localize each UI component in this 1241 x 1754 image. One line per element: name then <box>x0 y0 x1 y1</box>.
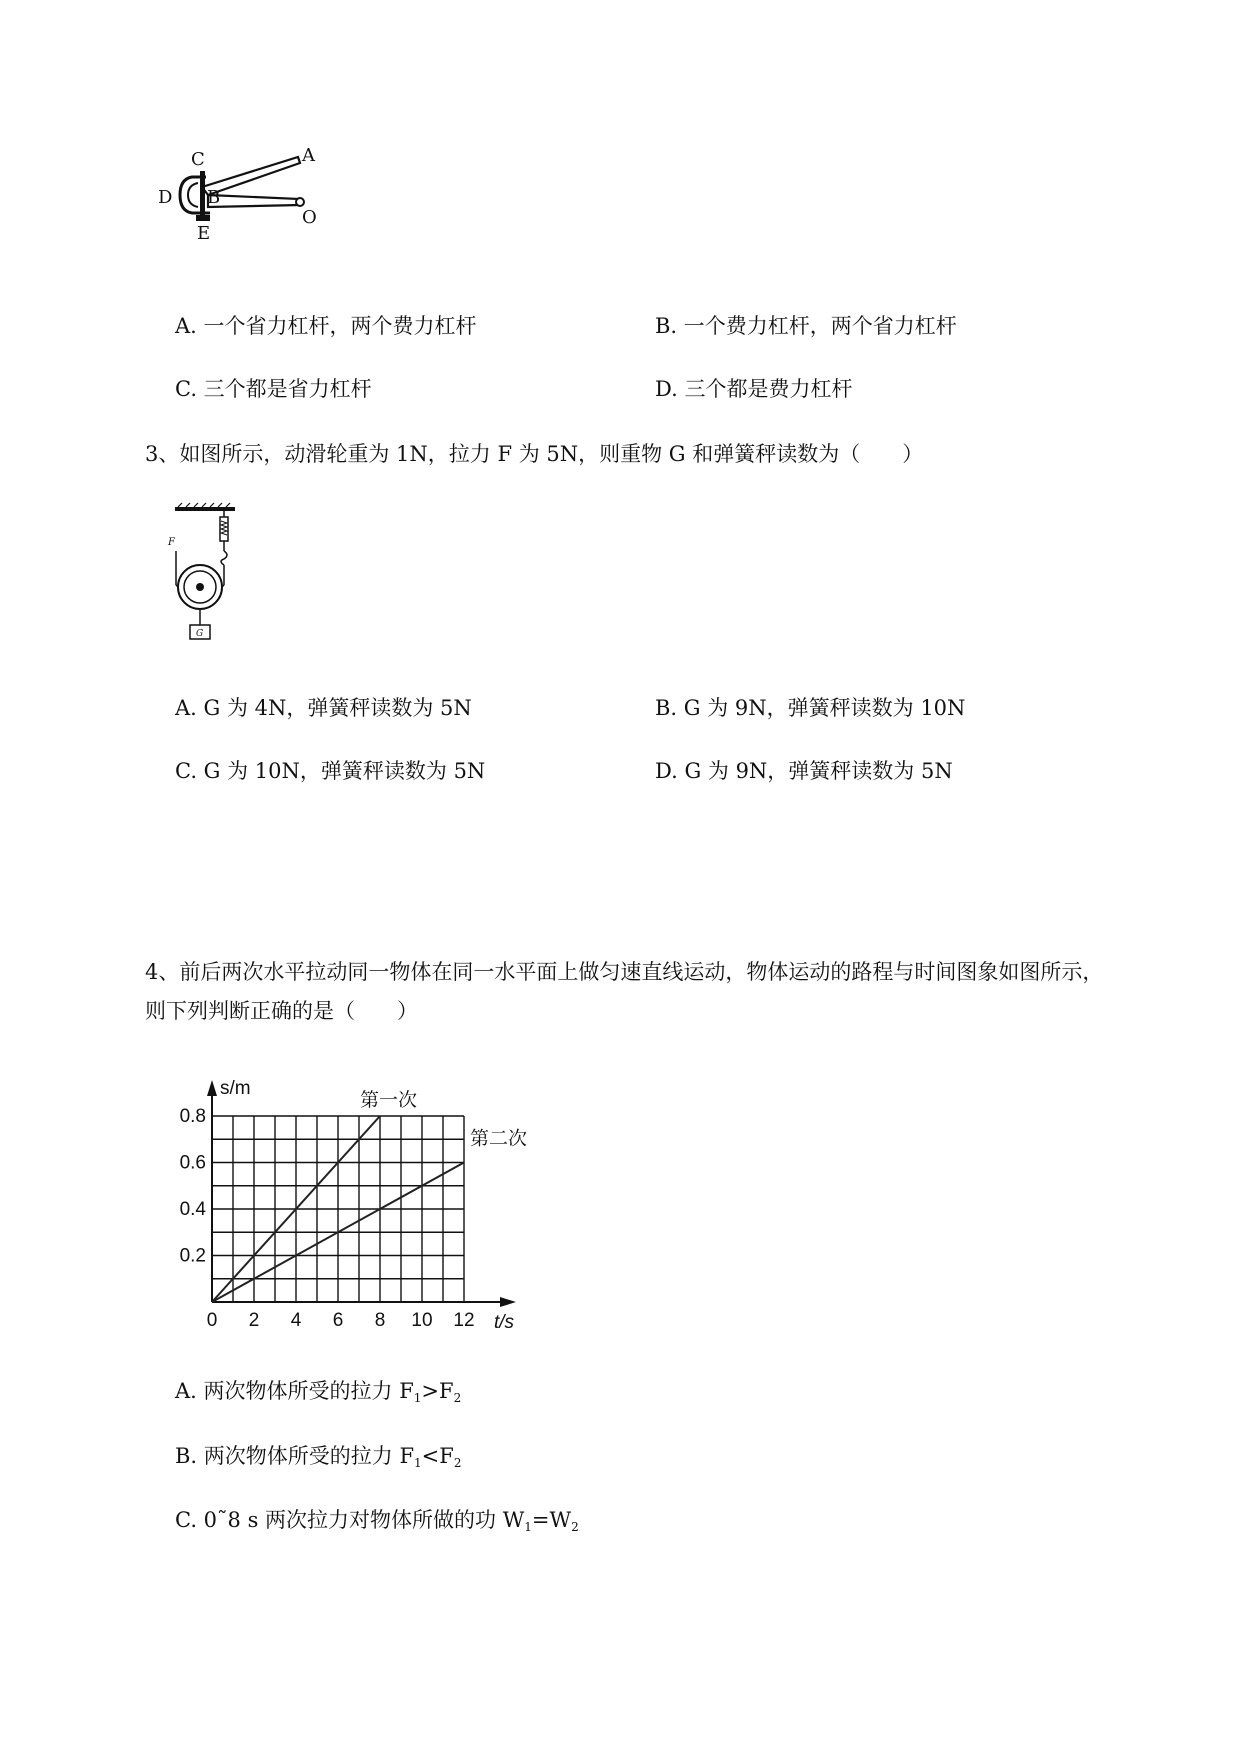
q4-stem-line1: 4、前后两次水平拉动同一物体在同一水平面上做匀速直线运动，物体运动的路程与时间图象如图所示， <box>145 960 1104 984</box>
pulley-figure <box>170 505 250 655</box>
y-tick-label: 0.4 <box>179 1199 206 1220</box>
q3-stem: 3、如图所示，动滑轮重为 1N，拉力 F 为 5N，则重物 G 和弹簧秤读数为（ ） <box>145 442 924 466</box>
q3-option-b[interactable]: B. G 为 9N，弹簧秤读数为 10N <box>655 696 966 720</box>
q3-option-a[interactable]: A. G 为 4N，弹簧秤读数为 5N <box>175 696 472 720</box>
y-tick-label: 0.6 <box>179 1152 206 1174</box>
x-tick-label: 4 <box>290 1310 302 1331</box>
x-tick-label: 8 <box>374 1310 386 1331</box>
y-tick-label: 0.2 <box>179 1245 206 1267</box>
series-label-2: 第二次 <box>470 1127 528 1150</box>
x-tick-label: 12 <box>453 1310 475 1331</box>
label-g: G <box>196 629 204 639</box>
q2-option-c[interactable]: C. 三个都是省力杠杆 <box>175 377 372 401</box>
x-tick-label: 0 <box>206 1310 218 1331</box>
label-d: D <box>158 187 173 208</box>
q4-option-b[interactable]: B. 两次物体所受的拉力 $F_1<F_2$ <box>175 1444 462 1470</box>
label-c: C <box>191 149 205 170</box>
q4-option-a[interactable]: A. 两次物体所受的拉力 $F_1>F_2$ <box>175 1379 462 1405</box>
label-b: B <box>207 187 221 208</box>
y-axis-arrow <box>207 1080 217 1096</box>
label-o: O <box>302 207 317 228</box>
x-axis-label: t/s <box>494 1312 515 1333</box>
label-f: F <box>168 537 175 548</box>
x-tick-label: 2 <box>248 1310 260 1331</box>
q3-option-c[interactable]: C. G 为 10N，弹簧秤读数为 5N <box>175 759 486 783</box>
x-tick-label: 10 <box>411 1310 433 1331</box>
lever-figure <box>150 145 350 255</box>
q4-option-c[interactable]: C. 0˜8 s 两次拉力对物体所做的功 $W_1=W_2$ <box>175 1508 579 1534</box>
label-a: A <box>302 145 315 166</box>
q4-stem-line2: 则下列判断正确的是（ ） <box>145 999 418 1023</box>
q2-option-b[interactable]: B. 一个费力杠杆，两个省力杠杆 <box>655 314 957 338</box>
label-e: E <box>197 223 211 244</box>
q3-option-d[interactable]: D. G 为 9N，弹簧秤读数为 5N <box>655 759 953 783</box>
q2-option-a[interactable]: A. 一个省力杠杆，两个费力杠杆 <box>175 314 477 338</box>
distance-time-chart <box>170 1070 540 1335</box>
q2-option-d[interactable]: D. 三个都是费力杠杆 <box>655 377 853 401</box>
y-axis-label: s/m <box>220 1078 251 1099</box>
x-axis-arrow <box>500 1297 516 1307</box>
y-tick-label: 0.8 <box>179 1106 206 1127</box>
series-label-1: 第一次 <box>360 1089 418 1111</box>
x-tick-label: 6 <box>332 1310 344 1331</box>
